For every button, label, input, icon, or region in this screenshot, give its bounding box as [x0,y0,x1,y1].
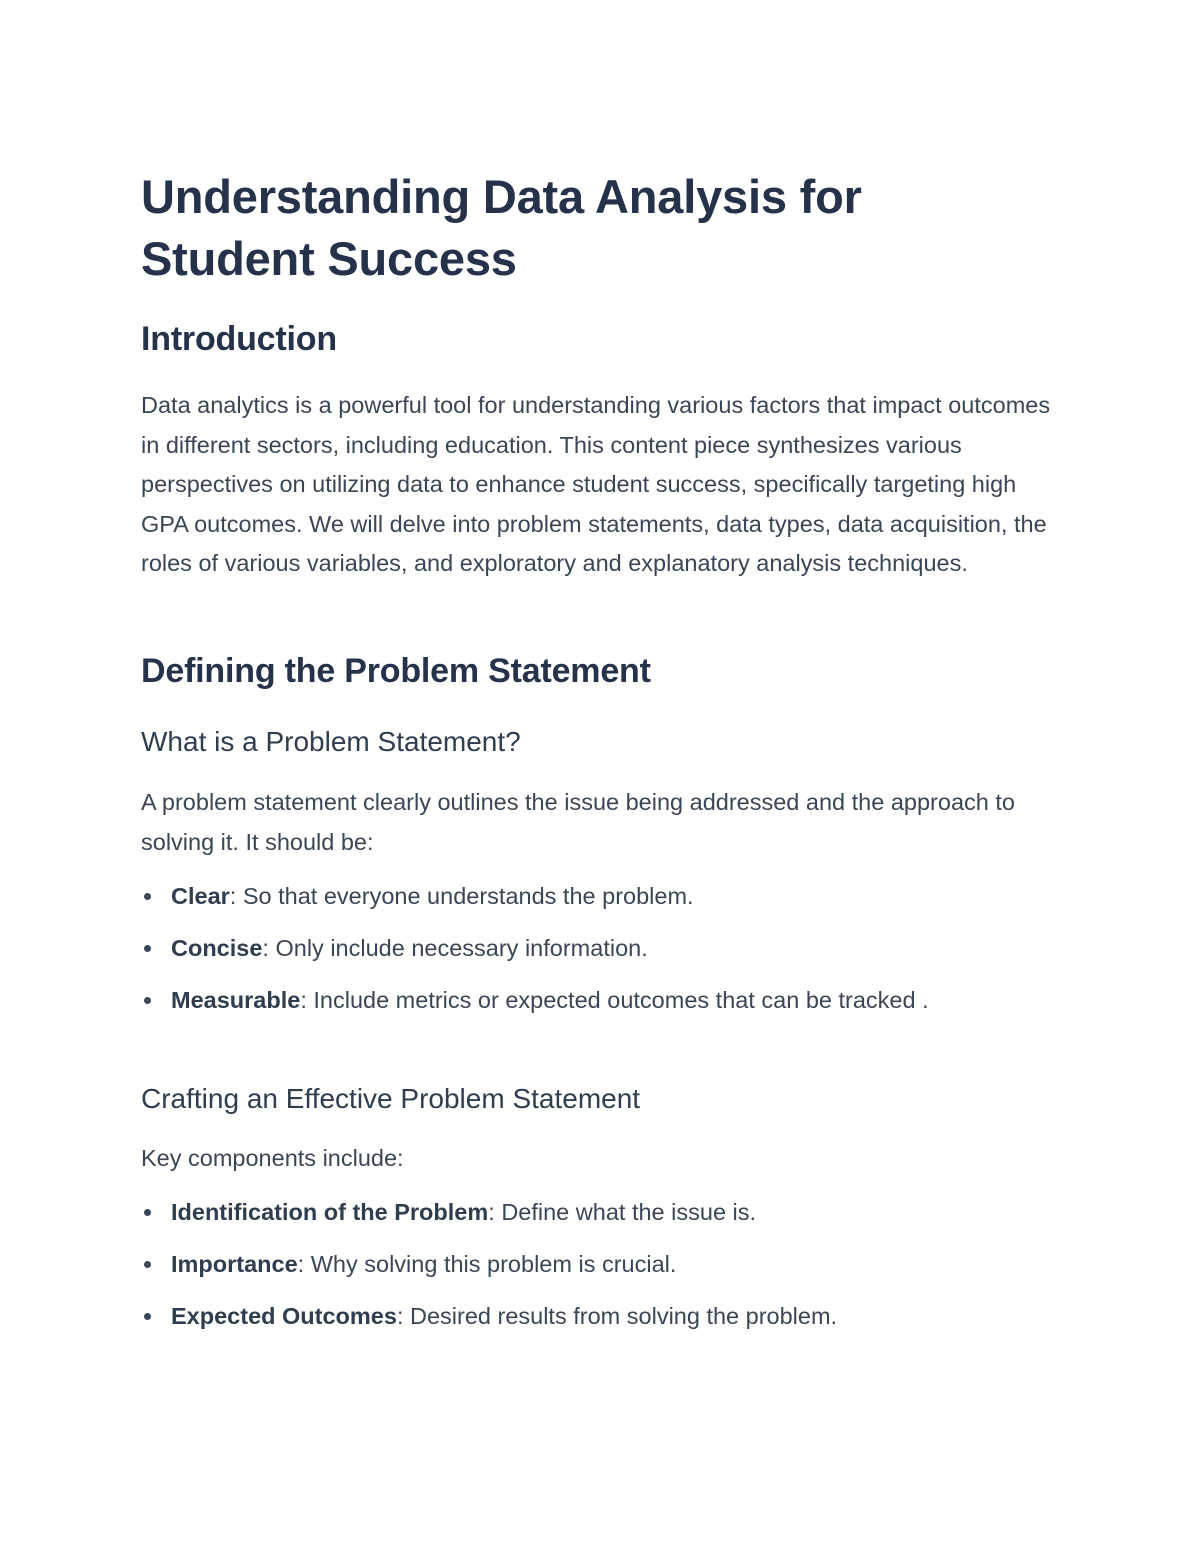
list-item-text: : Include metrics or expected outcomes that can be tracked . [300,987,929,1013]
section-heading-introduction: Introduction [141,320,337,358]
list-item-text: : So that everyone understands the problem. [229,883,694,909]
list-item [141,1192,1071,1232]
list-item [141,980,1066,1020]
crafting-paragraph: Key components include: [141,1145,404,1171]
list-item-text: : Only include necessary information. [262,935,648,961]
bullet-icon [144,1313,151,1320]
list-item [141,928,1071,968]
list-item-text: : Define what the issue is. [488,1199,757,1225]
list-item-term: Concise [171,935,263,961]
list-item [141,1296,1071,1336]
bullet-icon [144,893,151,900]
list-item-term: Identification of the Problem [171,1199,489,1225]
bullet-icon [144,945,151,952]
bullet-icon [144,997,151,1004]
subsection-heading-what-is: What is a Problem Statement? [141,726,521,757]
list-item-term: Importance [171,1251,298,1277]
bullet-icon [144,1209,151,1216]
problem-qualities-list [141,876,1071,1032]
list-item-text: : Desired results from solving the problem. [396,1303,838,1329]
list-item-term: Clear [171,883,230,909]
section-heading-problem-statement: Defining the Problem Statement [141,652,651,690]
list-item-term: Measurable [171,987,301,1013]
subsection-heading-crafting: Crafting an Effective Problem Statement [141,1083,641,1114]
document-title: Understanding Data Analysis for Student Success [141,170,862,285]
list-item [141,876,1071,916]
introduction-paragraph: Data analytics is a powerful tool for understanding various factors that impact outcomes in different sectors, including education. This content piece synthesizes various perspectives on utilizing data to enhance student success, specifically targeting high GPA outcomes. We will delve into problem statements, data types, data acquisition, the roles of various variables, and exploratory and explanatory analysis techniques. [141,392,1051,577]
list-item [141,1244,1071,1284]
bullet-icon [144,1261,151,1268]
key-components-list [141,1192,1071,1348]
what-is-paragraph: A problem statement clearly outlines the issue being addressed and the approach to solving it. It should be: [141,789,1015,855]
list-item-text: : Why solving this problem is crucial. [297,1251,677,1277]
list-item-term: Expected Outcomes [171,1303,397,1329]
